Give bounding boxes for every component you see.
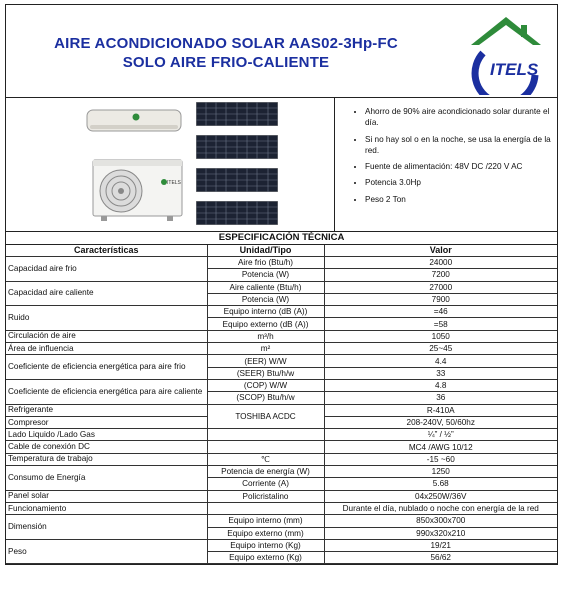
row-unit: Policristalino (207, 490, 324, 502)
feature-item: • Peso 2 Ton (365, 194, 551, 205)
row-label: Circulación de aire (6, 330, 207, 342)
row-value: 33 (324, 367, 557, 379)
table-row (6, 429, 557, 441)
row-unit: Equipo interno (dB (A)) (207, 306, 324, 318)
row-unit: m³/h (207, 330, 324, 342)
row-label: Consumo de Energía (6, 466, 207, 491)
row-value: MC4 /AWG 10/12 (324, 441, 557, 453)
section-divider (334, 98, 335, 231)
table-row (6, 515, 557, 527)
solar-panels-image (196, 102, 278, 234)
spec-table (6, 245, 557, 564)
row-unit: Equipo externo (mm) (207, 527, 324, 539)
row-label: Temperatura de trabajo (6, 453, 207, 465)
row-label: Coeficiente de eficiencia energética para aire caliente (6, 379, 207, 404)
row-label: Ruido (6, 306, 207, 331)
row-value: 1050 (324, 330, 557, 342)
table-row (6, 343, 557, 355)
row-unit: Potencia (W) (207, 269, 324, 281)
outdoor-unit-image (91, 156, 184, 222)
row-value: 27000 (324, 281, 557, 293)
row-unit: Equipo externo (dB (A)) (207, 318, 324, 330)
feature-item: • Ahorro de 90% aire acondicionado solar durante el día. (365, 106, 551, 129)
row-label: Funcionamiento (6, 502, 207, 514)
column-header: Unidad/Tipo (207, 245, 324, 257)
row-value: 4.8 (324, 379, 557, 391)
row-value: 5.68 (324, 478, 557, 490)
table-row (6, 502, 557, 514)
table-row (6, 281, 557, 293)
row-unit: Equipo externo (Kg) (207, 552, 324, 564)
row-label: Refrigerante (6, 404, 207, 416)
row-value: 25~45 (324, 343, 557, 355)
table-row (6, 490, 557, 502)
row-label: Dimensión (6, 515, 207, 540)
row-value: -15 ~60 (324, 453, 557, 465)
column-header: Características (6, 245, 207, 257)
table-row (6, 306, 557, 318)
page-title: AIRE ACONDICIONADO SOLAR AAS02-3Hp-FC (54, 35, 398, 52)
row-unit: ℃ (207, 453, 324, 465)
row-unit: (SEER) Btu/h/w (207, 367, 324, 379)
feature-item: • Fuente de alimentación: 48V DC /220 V AC (365, 161, 551, 172)
row-label: Coeficiente de eficiencia energética para aire frio (6, 355, 207, 380)
features-list (351, 106, 551, 210)
row-value: 7900 (324, 293, 557, 305)
header (6, 5, 557, 98)
row-value: =46 (324, 306, 557, 318)
row-label: Panel solar (6, 490, 207, 502)
row-unit: Equipo interno (mm) (207, 515, 324, 527)
row-value: R-410A (324, 404, 557, 416)
row-value: 850x300x700 (324, 515, 557, 527)
row-unit: Aire frio (Btu/h) (207, 257, 324, 269)
feature-item: • Potencia 3.0Hp (365, 177, 551, 188)
row-unit: TOSHIBA ACDC (207, 404, 324, 429)
row-value: 990x320x210 (324, 527, 557, 539)
unit-logo-text: ITELS (167, 180, 181, 186)
row-unit: m² (207, 343, 324, 355)
page-subtitle: SOLO AIRE FRIO-CALIENTE (122, 54, 330, 71)
row-value: Durante el día, nublado o noche con energía de la red (324, 502, 557, 514)
spec-title: ESPECIFICACIÓN TÉCNICA (6, 232, 557, 245)
solar-panel-icon (196, 201, 278, 225)
row-unit (207, 502, 324, 514)
row-value: 56/62 (324, 552, 557, 564)
table-header-row (6, 245, 557, 257)
table-row (6, 453, 557, 465)
row-value: 7200 (324, 269, 557, 281)
row-unit: Potencia (W) (207, 293, 324, 305)
table-row (6, 257, 557, 269)
row-value: 4.4 (324, 355, 557, 367)
row-label: Peso (6, 539, 207, 564)
column-header: Valor (324, 245, 557, 257)
row-value: =58 (324, 318, 557, 330)
row-label: Capacidad aire caliente (6, 281, 207, 306)
table-row (6, 404, 557, 416)
row-unit (207, 441, 324, 453)
row-unit: Aire caliente (Btu/h) (207, 281, 324, 293)
row-unit (207, 429, 324, 441)
indoor-unit-image (86, 108, 182, 134)
row-label: Compresor (6, 416, 207, 428)
table-row (6, 379, 557, 391)
row-unit: (SCOP) Btu/h/w (207, 392, 324, 404)
feature-item: • Si no hay sol o en la noche, se usa la energía de la red. (365, 134, 551, 157)
row-value: ¼” / ½” (324, 429, 557, 441)
row-unit: (COP) W/W (207, 379, 324, 391)
row-value: 208-240V, 50/60hz (324, 416, 557, 428)
row-unit: Equipo interno (Kg) (207, 539, 324, 551)
spec-sheet (5, 4, 558, 565)
row-value: 04x250W/36V (324, 490, 557, 502)
row-label: Área de influencia (6, 343, 207, 355)
row-value: 24000 (324, 257, 557, 269)
row-label: Capacidad aire frio (6, 257, 207, 282)
row-unit: (EER) W/W (207, 355, 324, 367)
logo-text: ITELS (490, 60, 539, 79)
table-row (6, 466, 557, 478)
table-row (6, 441, 557, 453)
row-label: Cable de conexión DC (6, 441, 207, 453)
table-row (6, 539, 557, 551)
solar-panel-icon (196, 135, 278, 159)
row-value: 36 (324, 392, 557, 404)
solar-panel-icon (196, 168, 278, 192)
product-section (6, 98, 557, 232)
row-unit: Potencia de energía (W) (207, 466, 324, 478)
table-row (6, 330, 557, 342)
row-value: 19/21 (324, 539, 557, 551)
row-value: 1250 (324, 466, 557, 478)
solar-panel-icon (196, 102, 278, 126)
row-label: Lado Liquido /Lado Gas (6, 429, 207, 441)
table-row (6, 355, 557, 367)
row-unit: Corriente (A) (207, 478, 324, 490)
itels-logo (463, 13, 549, 95)
